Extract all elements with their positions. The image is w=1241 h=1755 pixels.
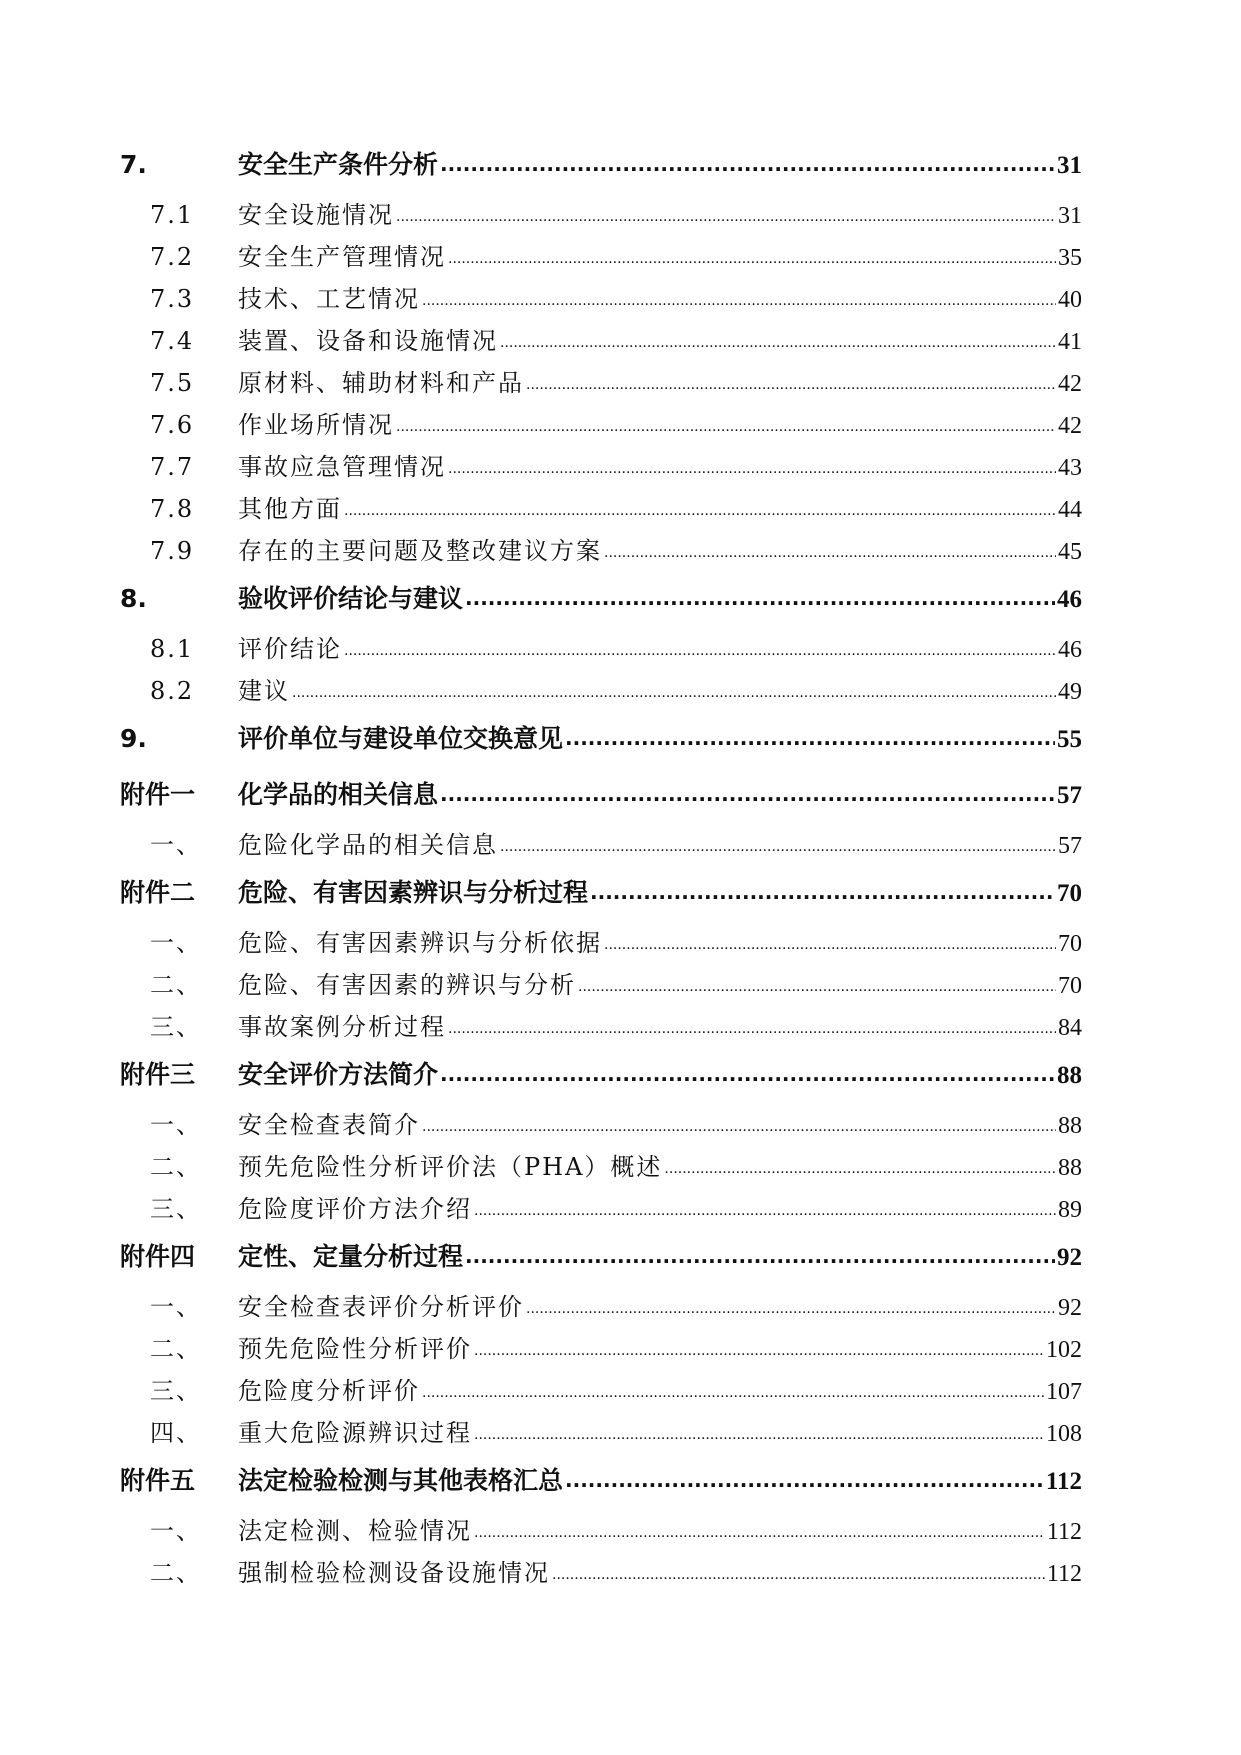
toc-dot-leader — [474, 1193, 1056, 1221]
toc-entry-page-number: 46 — [1057, 586, 1082, 613]
toc-entry-number: 附件五 — [120, 1466, 196, 1495]
toc-entry-number: 附件四 — [120, 1242, 196, 1271]
toc-entry-page-number: 49 — [1058, 679, 1082, 705]
toc-entry-page-number: 40 — [1058, 287, 1082, 313]
toc-chapter-entry[interactable] — [120, 1237, 1082, 1287]
toc-entry-title: 评价结论 — [238, 635, 342, 663]
toc-entry-number: 附件二 — [120, 878, 196, 907]
toc-entry-page-number: 112 — [1046, 1561, 1082, 1587]
toc-entry-page-number: 107 — [1046, 1379, 1082, 1405]
toc-entry-page-number: 46 — [1058, 637, 1082, 663]
toc-entry-number: 7.4 — [150, 327, 195, 355]
toc-dot-leader — [440, 778, 1055, 807]
toc-section-entry[interactable] — [120, 1329, 1082, 1371]
toc-entry-number: 二、 — [150, 971, 202, 999]
toc-dot-leader — [422, 283, 1056, 311]
toc-entry-page-number: 88 — [1057, 1062, 1082, 1089]
toc-entry-number: 附件三 — [120, 1060, 196, 1089]
toc-entry-page-number: 88 — [1058, 1155, 1082, 1181]
toc-dot-leader — [526, 1291, 1056, 1319]
toc-entry-title: 安全评价方法简介 — [238, 1060, 439, 1089]
toc-entry-number: 二、 — [150, 1559, 202, 1587]
toc-entry-page-number: 57 — [1057, 782, 1082, 809]
toc-dot-leader — [448, 241, 1056, 269]
toc-section-entry[interactable] — [120, 1147, 1082, 1189]
toc-section-entry[interactable] — [120, 1189, 1082, 1231]
toc-section-entry[interactable] — [120, 825, 1082, 867]
toc-entry-title: 预先危险性分析评价 — [238, 1335, 472, 1363]
toc-dot-leader — [440, 1058, 1055, 1087]
toc-entry-number: 四、 — [150, 1419, 202, 1447]
toc-entry-title: 事故案例分析过程 — [238, 1013, 446, 1041]
toc-entry-page-number: 41 — [1058, 329, 1082, 355]
toc-entry-page-number: 108 — [1046, 1421, 1082, 1447]
toc-chapter-entry[interactable] — [120, 579, 1082, 629]
toc-entry-number: 7.1 — [150, 201, 195, 229]
toc-entry-title: 强制检验检测设备设施情况 — [238, 1559, 550, 1587]
table-of-contents — [120, 145, 1082, 1595]
toc-dot-leader — [474, 1515, 1045, 1543]
toc-entry-page-number: 89 — [1058, 1197, 1082, 1223]
toc-entry-page-number: 42 — [1058, 371, 1082, 397]
toc-entry-number: 一、 — [150, 929, 202, 957]
toc-entry-title: 安全检查表简介 — [238, 1111, 420, 1139]
toc-dot-leader — [500, 325, 1056, 353]
toc-entry-page-number: 102 — [1046, 1337, 1082, 1363]
toc-entry-title: 安全生产管理情况 — [238, 243, 446, 271]
toc-section-entry[interactable] — [120, 1371, 1082, 1413]
toc-entry-number: 二、 — [150, 1153, 202, 1181]
toc-dot-leader — [578, 969, 1056, 997]
toc-entry-title: 验收评价结论与建议 — [238, 584, 464, 613]
toc-entry-number: 8.2 — [150, 677, 195, 705]
toc-entry-number: 附件一 — [120, 780, 196, 809]
toc-chapter-entry[interactable] — [120, 1461, 1082, 1511]
toc-section-entry[interactable] — [120, 447, 1082, 489]
toc-dot-leader — [344, 493, 1056, 521]
toc-dot-leader — [422, 1375, 1044, 1403]
toc-section-entry[interactable] — [120, 489, 1082, 531]
toc-entry-number: 7.6 — [150, 411, 195, 439]
toc-entry-page-number: 70 — [1057, 880, 1082, 907]
toc-entry-title: 危险、有害因素的辨识与分析 — [238, 971, 576, 999]
toc-entry-title: 事故应急管理情况 — [238, 453, 446, 481]
toc-section-entry[interactable] — [120, 671, 1082, 713]
toc-dot-leader — [344, 633, 1056, 661]
toc-entry-title: 化学品的相关信息 — [238, 780, 439, 809]
toc-entry-title: 危险度分析评价 — [238, 1377, 420, 1405]
toc-section-entry[interactable] — [120, 405, 1082, 447]
toc-entry-number: 7.5 — [150, 369, 195, 397]
toc-section-entry[interactable] — [120, 1413, 1082, 1455]
toc-dot-leader — [396, 199, 1056, 227]
toc-entry-title: 危险、有害因素辨识与分析过程 — [238, 878, 589, 907]
toc-entry-title: 作业场所情况 — [238, 411, 394, 439]
toc-entry-title: 建议 — [238, 677, 290, 705]
toc-entry-number: 二、 — [150, 1335, 202, 1363]
toc-dot-leader — [292, 675, 1056, 703]
toc-entry-number: 7.2 — [150, 243, 195, 271]
toc-chapter-entry[interactable] — [120, 873, 1082, 923]
toc-entry-number: 三、 — [150, 1195, 202, 1223]
toc-dot-leader — [552, 1557, 1045, 1585]
toc-entry-page-number: 112 — [1045, 1468, 1082, 1495]
toc-entry-title: 重大危险源辨识过程 — [238, 1419, 472, 1447]
toc-entry-number: 一、 — [150, 1111, 202, 1139]
toc-entry-page-number: 43 — [1058, 455, 1082, 481]
toc-entry-page-number: 92 — [1057, 1244, 1082, 1271]
toc-entry-page-number: 57 — [1058, 833, 1082, 859]
toc-entry-number: 7.3 — [150, 285, 195, 313]
toc-entry-title: 存在的主要问题及整改建议方案 — [238, 537, 602, 565]
toc-section-entry[interactable] — [120, 279, 1082, 321]
toc-section-entry[interactable] — [120, 923, 1082, 965]
toc-chapter-entry[interactable] — [120, 145, 1082, 195]
toc-entry-page-number: 35 — [1058, 245, 1082, 271]
toc-entry-number: 三、 — [150, 1377, 202, 1405]
toc-entry-number: 一、 — [150, 831, 202, 859]
toc-dot-leader — [396, 409, 1056, 437]
toc-entry-number: 7.8 — [150, 495, 195, 523]
toc-section-entry[interactable] — [120, 1105, 1082, 1147]
toc-entry-title: 装置、设备和设施情况 — [238, 327, 498, 355]
toc-entry-title: 危险度评价方法介绍 — [238, 1195, 472, 1223]
toc-dot-leader — [500, 829, 1056, 857]
toc-entry-title: 技术、工艺情况 — [238, 285, 420, 313]
toc-section-entry[interactable] — [120, 629, 1082, 671]
toc-entry-page-number: 31 — [1058, 203, 1082, 229]
toc-entry-title: 危险化学品的相关信息 — [238, 831, 498, 859]
toc-entry-title: 原材料、辅助材料和产品 — [238, 369, 524, 397]
toc-section-entry[interactable] — [120, 195, 1082, 237]
toc-entry-page-number: 55 — [1057, 726, 1082, 753]
toc-chapter-entry[interactable] — [120, 775, 1082, 825]
toc-entry-page-number: 70 — [1058, 973, 1082, 999]
toc-entry-page-number: 44 — [1058, 497, 1082, 523]
toc-dot-leader — [604, 535, 1056, 563]
toc-section-entry[interactable] — [120, 1553, 1082, 1595]
toc-dot-leader — [440, 148, 1055, 177]
toc-dot-leader — [565, 1464, 1044, 1493]
toc-dot-leader — [474, 1417, 1044, 1445]
toc-entry-page-number: 70 — [1058, 931, 1082, 957]
toc-section-entry[interactable] — [120, 237, 1082, 279]
toc-entry-number: 9. — [120, 724, 147, 753]
toc-dot-leader — [465, 1240, 1055, 1269]
toc-entry-number: 8. — [120, 584, 147, 613]
toc-entry-title: 危险、有害因素辨识与分析依据 — [238, 929, 602, 957]
toc-entry-title: 安全生产条件分析 — [238, 150, 439, 179]
toc-section-entry[interactable] — [120, 321, 1082, 363]
toc-dot-leader — [664, 1151, 1056, 1179]
toc-dot-leader — [465, 582, 1055, 611]
toc-entry-title: 法定检验检测与其他表格汇总 — [238, 1466, 564, 1495]
toc-entry-title: 定性、定量分析过程 — [238, 1242, 464, 1271]
toc-dot-leader — [474, 1333, 1044, 1361]
toc-entry-number: 8.1 — [150, 635, 195, 663]
toc-entry-number: 一、 — [150, 1517, 202, 1545]
toc-dot-leader — [526, 367, 1056, 395]
toc-entry-page-number: 31 — [1057, 152, 1082, 179]
toc-entry-title: 法定检测、检验情况 — [238, 1517, 472, 1545]
toc-dot-leader — [590, 876, 1055, 905]
toc-entry-page-number: 112 — [1046, 1519, 1082, 1545]
toc-entry-page-number: 92 — [1058, 1295, 1082, 1321]
toc-entry-number: 三、 — [150, 1013, 202, 1041]
toc-dot-leader — [448, 451, 1056, 479]
toc-entry-number: 一、 — [150, 1293, 202, 1321]
toc-entry-number: 7.7 — [150, 453, 195, 481]
toc-dot-leader — [565, 722, 1055, 751]
toc-entry-title: 其他方面 — [238, 495, 342, 523]
toc-entry-number: 7.9 — [150, 537, 195, 565]
toc-section-entry[interactable] — [120, 1007, 1082, 1049]
toc-entry-title: 评价单位与建设单位交换意见 — [238, 724, 564, 753]
toc-chapter-entry[interactable] — [120, 1055, 1082, 1105]
toc-section-entry[interactable] — [120, 531, 1082, 573]
toc-entry-page-number: 42 — [1058, 413, 1082, 439]
toc-entry-title: 安全检查表评价分析评价 — [238, 1293, 524, 1321]
toc-dot-leader — [604, 927, 1056, 955]
toc-entry-title: 预先危险性分析评价法（PHA）概述 — [238, 1153, 663, 1181]
toc-entry-page-number: 88 — [1058, 1113, 1082, 1139]
toc-chapter-entry[interactable] — [120, 719, 1082, 769]
toc-entry-page-number: 45 — [1058, 539, 1082, 565]
toc-section-entry[interactable] — [120, 363, 1082, 405]
toc-section-entry[interactable] — [120, 1511, 1082, 1553]
toc-dot-leader — [448, 1011, 1056, 1039]
toc-entry-number: 7. — [120, 150, 147, 179]
toc-entry-page-number: 84 — [1058, 1015, 1082, 1041]
toc-entry-title: 安全设施情况 — [238, 201, 394, 229]
toc-section-entry[interactable] — [120, 965, 1082, 1007]
toc-section-entry[interactable] — [120, 1287, 1082, 1329]
toc-dot-leader — [422, 1109, 1056, 1137]
